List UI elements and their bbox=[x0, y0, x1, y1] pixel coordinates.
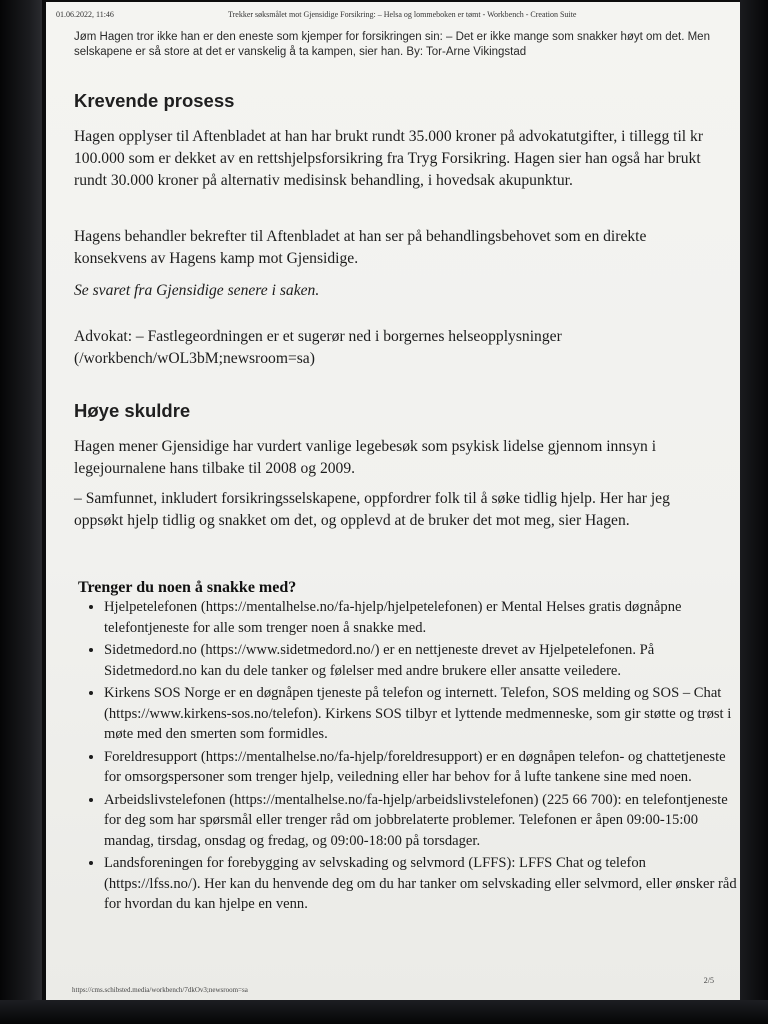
print-header bbox=[56, 10, 730, 24]
desk-background-right bbox=[740, 0, 768, 1024]
list-item: • Foreldresupport (https://mentalhelse.no/fa-hjelp/foreldresupport) er en døgnåpen telefon- og chattetjeneste for omsorgspersoner som trenger hjelp, veiledning eller har behov for å lufte tankene sine med noen. bbox=[104, 747, 740, 788]
desk-background-left bbox=[0, 0, 42, 1024]
list-item: • Hjelpetelefonen (https://mentalhelse.no/fa-hjelp/hjelpetelefonen) er Mental Helses gratis døgnåpne telefontjeneste for alle som trenger noen å snakke med. bbox=[104, 597, 740, 638]
list-item: • Arbeidslivstelefonen (https://mentalhelse.no/fa-hjelp/arbeidslivstelefonen) (225 66 700): en telefontjeneste for deg som har spørsmål eller trenger råd om jobbrelaterte problemer. Telefonen er åpen 09:00-15:00 mandag, tirsdag, onsdag og fredag, og 09:00-18:00 på torsdager. bbox=[104, 790, 740, 852]
paragraph: – Samfunnet, inkludert forsikringsselskapene, oppfordrer folk til å søke tidlig hjelp. Her har jeg oppsøkt hjelp tidlig og snakket om det, og opplevd at de bruker det mot meg, sier Hagen. bbox=[74, 490, 670, 529]
section-heading-hoye-skuldre: Høye skuldre bbox=[74, 400, 191, 421]
list-item: • Kirkens SOS Norge er en døgnåpen tjeneste på telefon og internett. Telefon, SOS melding og SOS – Chat (https://www.kirkens-sos.no/telefon). Kirkens SOS tilbyr et lyttende medmenneske, som gir støtte og trøst i møte med den smerten som formidles. bbox=[104, 683, 740, 745]
print-footer-url: https://cms.schibsted.media/workbench/7dkOv3;newsroom=sa bbox=[72, 986, 248, 994]
page-number: 2/5 bbox=[703, 976, 714, 985]
printed-page bbox=[46, 2, 740, 1000]
paragraph: Hagens behandler bekrefter til Aftenbladet at han ser på behandlingsbehovet som en direkte konsekvens av Hagens kamp mot Gjensidige. bbox=[74, 228, 647, 267]
desk-background-bottom bbox=[0, 1000, 768, 1024]
section-heading-krevende-prosess: Krevende prosess bbox=[74, 90, 235, 111]
paragraph-italic: Se svaret fra Gjensidige senere i saken. bbox=[74, 282, 320, 299]
list-item: • Landsforeningen for forebygging av selvskading og selvmord (LFFS): LFFS Chat og telefon (https://lfss.no/). Her kan du henvende deg om du har tanker om selvskading eller selvmord, eller ønsker råd for hvordan du kan hjelpe en venn. bbox=[104, 853, 740, 915]
paragraph: Hagen opplyser til Aftenbladet at han har brukt rundt 35.000 kroner på advokatutgifter, i tillegg til kr 100.000 som er dekket av en rettshjelpsforsikring fra Tryg Forsikring. Hagen sier han også har brukt rundt 30.000 kroner på alternativ medisinsk behandling, i hovedsak akupunktur. bbox=[74, 128, 704, 189]
related-article-link[interactable]: Advokat: – Fastlegeordningen er et sugerør ned i borgernes helseopplysninger (/workbench/wOL3bM;newsroom=sa) bbox=[74, 328, 562, 367]
print-page-title: Trekker søksmålet mot Gjensidige Forsikring: – Helsa og lommeboken er tømt - Workbench - Creation Suite bbox=[228, 10, 577, 19]
helpbox-title: Trenger du noen å snakke med? bbox=[78, 579, 297, 596]
helpline-list bbox=[82, 597, 740, 917]
image-caption: Jøm Hagen tror ikke han er den eneste som kjemper for forsikringen sin: – Det er ikke mange som snakker høyt om det. Men selskapene er så store at det er vanskelig å ta kampen, sier han. By: Tor-Arne Vikingstad bbox=[74, 31, 710, 58]
print-date: 01.06.2022, 11:46 bbox=[56, 10, 114, 19]
list-item: • Sidetmedord.no (https://www.sidetmedord.no/) er en nettjeneste drevet av Hjelpetelefonen. På Sidetmedord.no kan du dele tanker og følelser med andre brukere eller ansatte veiledere. bbox=[104, 640, 740, 681]
paragraph: Hagen mener Gjensidige har vurdert vanlige legebesøk som psykisk lidelse gjennom innsyn i legejournalene hans tilbake til 2008 og 2009. bbox=[74, 438, 657, 477]
